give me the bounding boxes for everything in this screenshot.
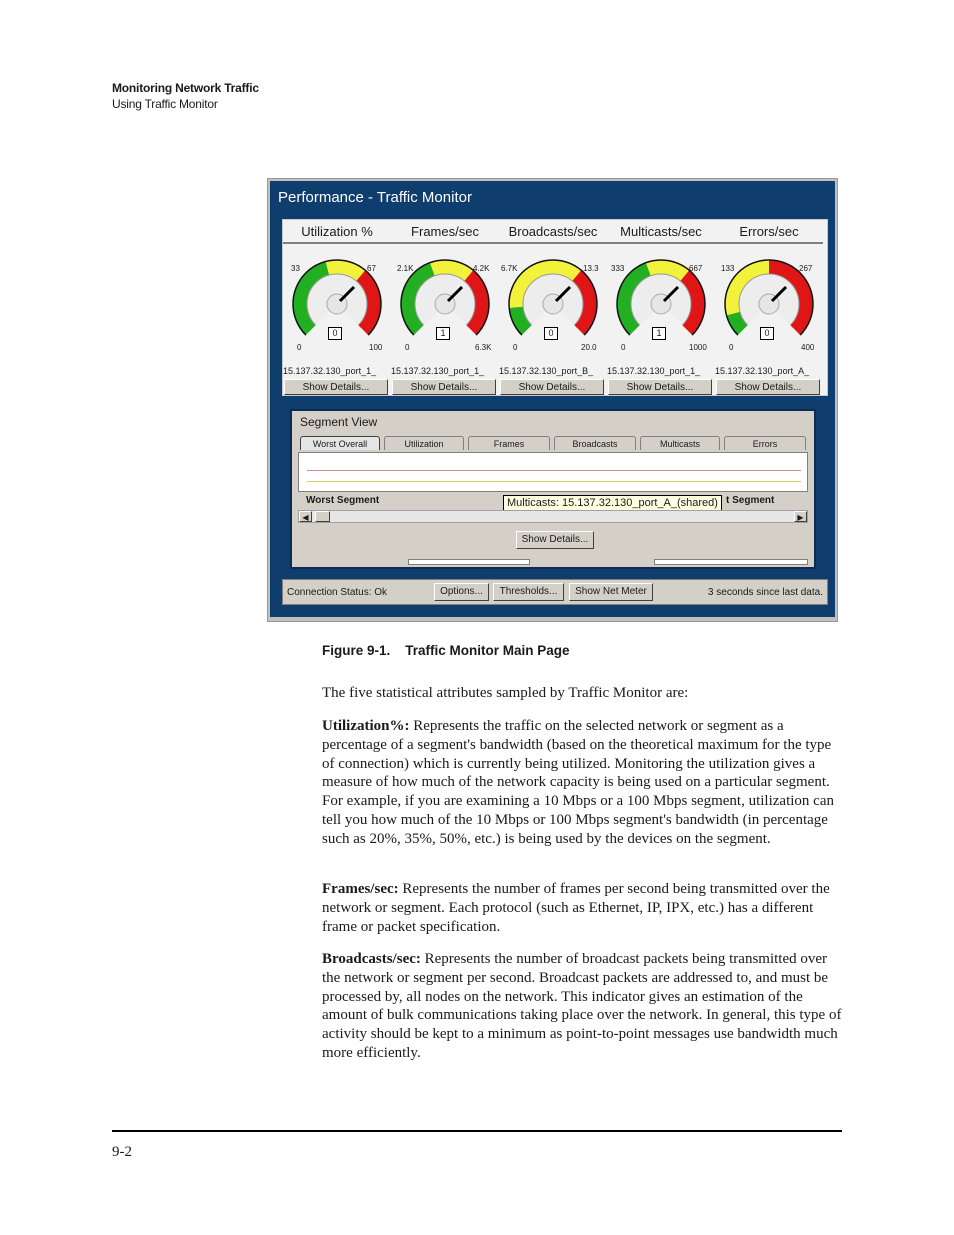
traffic-monitor-window <box>270 181 835 617</box>
segment-view-panel <box>290 409 816 569</box>
segment-tooltip: Multicasts: 15.137.32.130_port_A_(shared) <box>503 495 722 511</box>
elapsed-time: 3 seconds since last data. <box>707 587 823 598</box>
gauge-high-label: 667 <box>689 264 703 273</box>
segment-bar-right <box>654 559 808 565</box>
gauge-max-label: 20.0 <box>581 343 597 352</box>
show-details-button[interactable]: Show Details... <box>716 379 820 395</box>
threshold-line-high <box>307 470 801 471</box>
tab-utilization[interactable]: Utilization <box>384 436 464 450</box>
intro-paragraph: The five statistical attributes sampled by Traffic Monitor are: <box>322 685 689 701</box>
gauge-min-label: 0 <box>621 343 626 352</box>
frames-term: Frames/sec: <box>322 881 399 897</box>
broadcasts-term: Broadcasts/sec: <box>322 951 421 967</box>
gauge-max-label: 100 <box>369 343 383 352</box>
gauge-value: 0 <box>544 327 558 340</box>
gauge-high-label: 4.2K <box>473 264 490 273</box>
gauge-title: Broadcasts/sec <box>499 222 607 244</box>
tab-broadcasts[interactable]: Broadcasts <box>554 436 636 450</box>
scroll-left-icon[interactable]: ◀ <box>299 511 312 522</box>
segment-bar-left <box>408 559 530 565</box>
frames-paragraph <box>322 880 842 936</box>
gauge-low-label: 33 <box>291 264 300 273</box>
gauge-max-label: 6.3K <box>475 343 492 352</box>
tab-multicasts[interactable]: Multicasts <box>640 436 720 450</box>
gauge-high-label: 267 <box>799 264 813 273</box>
show-details-button[interactable]: Show Details... <box>608 379 712 395</box>
figure-caption: Figure 9-1. Traffic Monitor Main Page <box>322 643 570 658</box>
scroll-thumb[interactable] <box>315 511 330 522</box>
segment-show-details-button[interactable]: Show Details... <box>516 531 594 549</box>
gauge-max-label: 1000 <box>689 343 707 352</box>
gauge-port: 15.137.32.130_port_A_ <box>715 366 810 376</box>
window-title: Performance - Traffic Monitor <box>278 189 472 206</box>
page-number: 9-2 <box>112 1144 132 1160</box>
gauge-panel <box>282 219 828 396</box>
threshold-line-low <box>307 481 801 482</box>
utilization-term: Utilization%: <box>322 718 410 734</box>
thresholds-button[interactable]: Thresholds... <box>493 583 564 601</box>
segment-view-title: Segment View <box>300 415 378 429</box>
show-details-button[interactable]: Show Details... <box>392 379 496 395</box>
gauge-title: Errors/sec <box>715 222 823 244</box>
gauge-utilization <box>283 220 391 395</box>
gauge-high-label: 13.3 <box>583 264 599 273</box>
gauge-min-label: 0 <box>297 343 302 352</box>
gauge-value: 0 <box>760 327 774 340</box>
page-header-title: Monitoring Network Traffic <box>112 81 259 95</box>
gauge-low-label: 133 <box>721 264 735 273</box>
frames-text: Represents the number of frames per second being transmitted over the network or segment. Each protocol (such as Ethernet, IP, IPX, etc.) has a different frame or packet specification. <box>322 881 830 935</box>
tab-errors[interactable]: Errors <box>724 436 806 450</box>
gauge-title: Frames/sec <box>391 222 499 244</box>
scroll-right-icon[interactable]: ▶ <box>794 511 807 522</box>
utilization-text: Represents the traffic on the selected network or segment as a percentage of a segment's bandwidth (based on the theoretical maximum for the type of connection) which is currently being utilized. Monitoring the utilization gives a measure of how much of the network capacity is being used on a particular segment. For example, if you are examining a 10 Mbps or a 100 Mbps segment, utilization can tell you how much of the 10 Mbps or 100 Mbps segment's bandwidth (in percentage such as 20%, 35%, 50%, etc.) is being used by the devices on the segment. <box>322 718 834 847</box>
segment-graph <box>298 452 808 492</box>
worst-segment-label: Worst Segment <box>306 495 380 506</box>
show-details-button[interactable]: Show Details... <box>284 379 388 395</box>
gauge-title: Multicasts/sec <box>607 222 715 244</box>
gauge-port: 15.137.32.130_port_1_ <box>391 366 485 376</box>
segment-scrollbar[interactable] <box>298 510 808 523</box>
gauge-port: 15.137.32.130_port_B_ <box>499 366 594 376</box>
gauge-errors <box>715 220 823 395</box>
broadcasts-paragraph <box>322 950 842 1063</box>
gauge-port: 15.137.32.130_port_1_ <box>607 366 701 376</box>
show-net-meter-button[interactable]: Show Net Meter <box>569 583 653 601</box>
gauge-value: 1 <box>436 327 450 340</box>
connection-status: Connection Status: Ok <box>287 587 388 598</box>
gauge-port: 15.137.32.130_port_1_ <box>283 366 377 376</box>
gauge-max-label: 400 <box>801 343 815 352</box>
best-segment-label: t Segment <box>726 495 775 506</box>
show-details-button[interactable]: Show Details... <box>500 379 604 395</box>
gauge-low-label: 2.1K <box>397 264 414 273</box>
gauge-value: 0 <box>328 327 342 340</box>
tab-frames[interactable]: Frames <box>468 436 550 450</box>
options-button[interactable]: Options... <box>434 583 489 601</box>
gauge-min-label: 0 <box>729 343 734 352</box>
gauge-title: Utilization % <box>283 222 391 244</box>
tab-worst-overall[interactable]: Worst Overall <box>300 436 380 450</box>
gauge-min-label: 0 <box>513 343 518 352</box>
gauge-value: 1 <box>652 327 666 340</box>
gauge-low-label: 6.7K <box>501 264 518 273</box>
page-header-subtitle: Using Traffic Monitor <box>112 97 218 111</box>
traffic-monitor-screenshot <box>267 178 838 622</box>
gauge-frames <box>391 220 499 395</box>
status-bar <box>282 579 828 605</box>
gauge-low-label: 333 <box>611 264 625 273</box>
utilization-paragraph <box>322 717 842 849</box>
footer-rule <box>112 1130 842 1132</box>
gauge-min-label: 0 <box>405 343 410 352</box>
broadcasts-text: Represents the number of broadcast packets being transmitted over the network or segment per second. Broadcast packets are addressed to, and must be processed by, all nodes on the network. This indicator gives an estimation of the amount of bulk communications taking place over the network. In general, this type of activity should be kept to a minimum as point-to-point messages use bandwidth much more efficiently. <box>322 951 842 1061</box>
gauge-broadcasts <box>499 220 607 395</box>
gauge-multicasts <box>607 220 715 395</box>
gauge-high-label: 67 <box>367 264 376 273</box>
